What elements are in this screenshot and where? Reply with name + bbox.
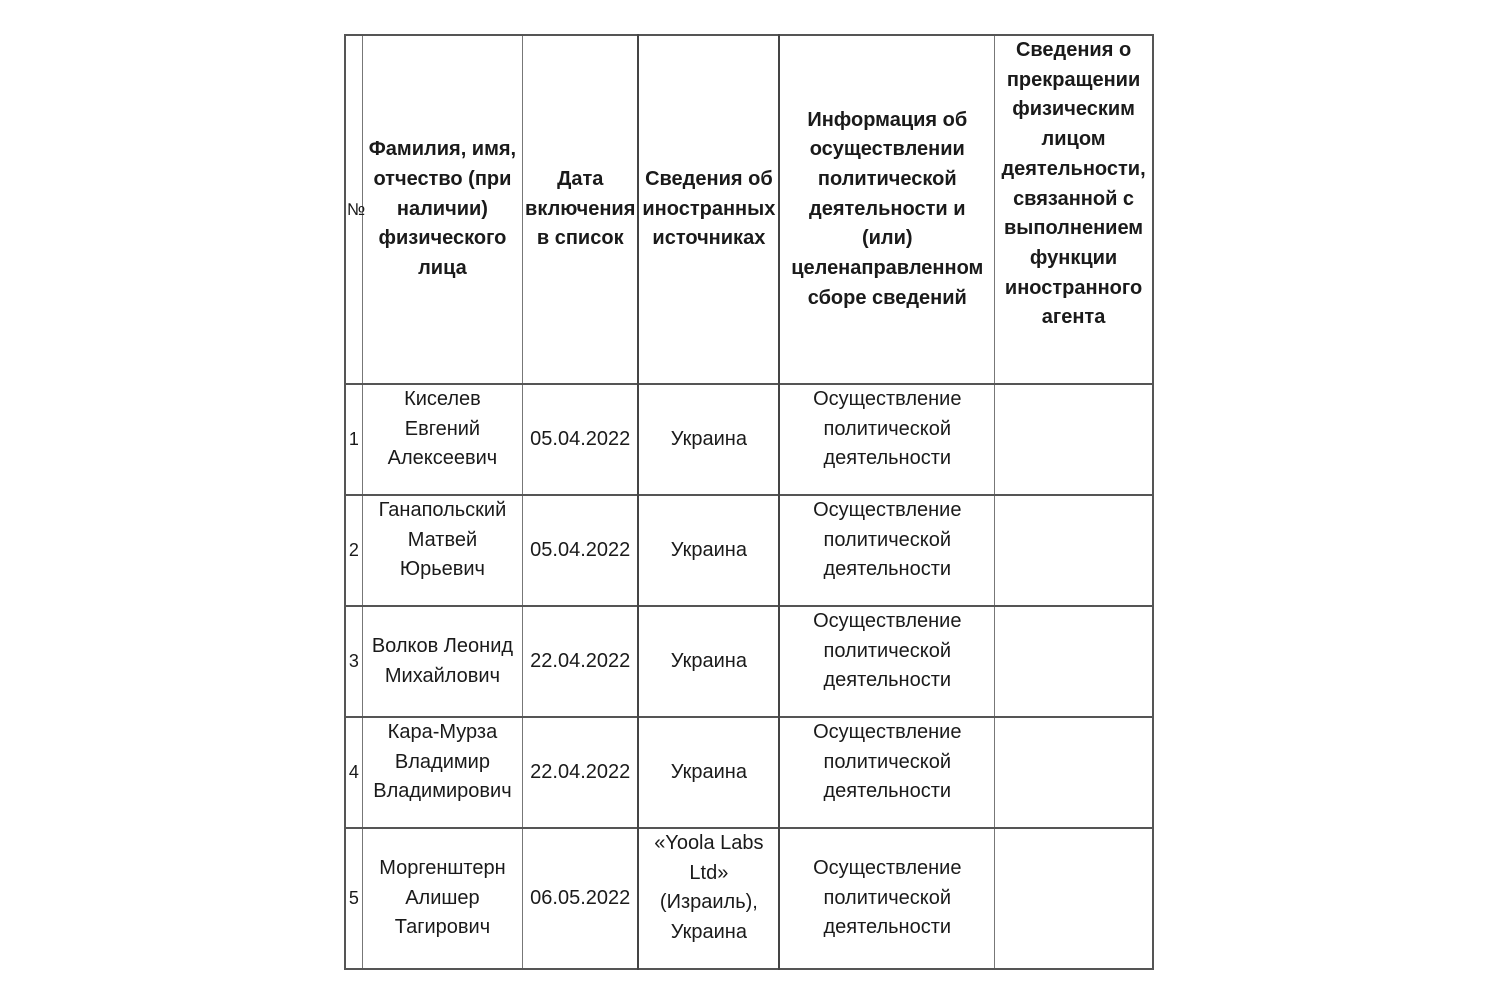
row-name: Моргенштерн Алишер Тагирович [362,828,522,969]
row-termination [995,717,1153,828]
row-info: Осуществление политической деятельности [779,606,994,717]
row-name: Кара-Мурза Владимир Владимирович [362,717,522,828]
row-termination [995,606,1153,717]
row-date: 05.04.2022 [523,495,639,606]
row-number: 2 [345,495,362,606]
row-termination [995,384,1153,495]
header-number-text: № [347,199,366,219]
row-sources: Украина [638,606,779,717]
row-sources: Украина [638,384,779,495]
row-sources: Украина [638,717,779,828]
row-name: Ганапольский Матвей Юрьевич [362,495,522,606]
row-name: Волков Леонид Михайлович [362,606,522,717]
row-info: Осуществление политической деятельности [779,828,994,969]
row-date: 05.04.2022 [523,384,639,495]
table-row [345,495,1153,606]
row-number: 5 [345,828,362,969]
header-foreign-sources: Сведения об иностранных источниках [638,35,779,384]
header-political-activity: Информация об осуществлении политической деятельности и (или) целенаправленном сборе сведений [779,35,994,384]
row-info: Осуществление политической деятельности [779,717,994,828]
row-number: 3 [345,606,362,717]
row-termination [995,495,1153,606]
table-row [345,828,1153,969]
table-row [345,384,1153,495]
row-info: Осуществление политической деятельности [779,384,994,495]
header-name: Фамилия, имя, отчество (при наличии) физического лица [362,35,522,384]
header-termination: Сведения о прекращении физическим лицом деятельности, связанной с выполнением функции иностранного агента [995,35,1153,384]
row-number: 4 [345,717,362,828]
row-name: Киселев Евгений Алексеевич [362,384,522,495]
row-termination [995,828,1153,969]
row-sources: «Yoola Labs Ltd» (Израиль), Украина [638,828,779,969]
row-number: 1 [345,384,362,495]
header-date: Дата включения в список [523,35,639,384]
row-date: 22.04.2022 [523,717,639,828]
table-header-row [345,35,1153,384]
foreign-agents-table [344,34,1154,970]
table-row [345,717,1153,828]
row-sources: Украина [638,495,779,606]
row-date: 06.05.2022 [523,828,639,969]
header-number [345,35,366,384]
row-date: 22.04.2022 [523,606,639,717]
row-info: Осуществление политической деятельности [779,495,994,606]
table-row [345,606,1153,717]
